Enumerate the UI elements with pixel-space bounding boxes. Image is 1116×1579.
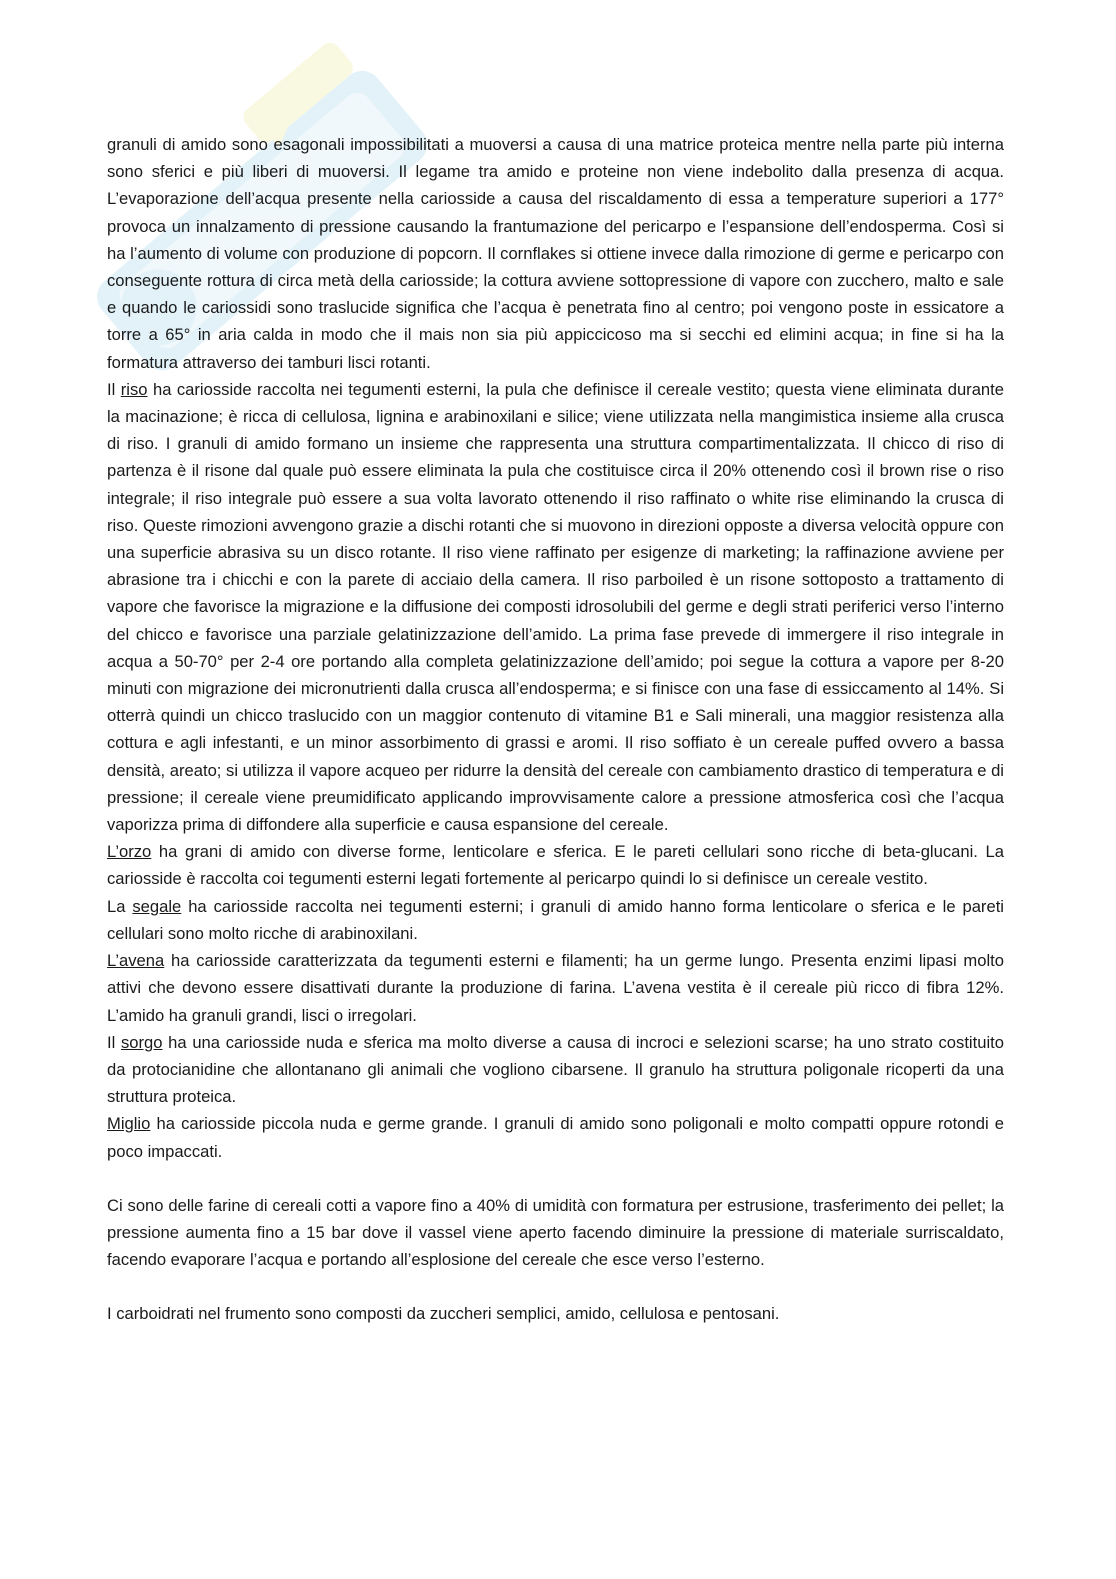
document-body (107, 131, 1004, 1328)
paragraph-avena: L’avena ha cariosside caratterizzata da tegumenti esterni e filamenti; ha un germe lungo. Presenta enzimi lipasi molto attivi che devono essere disattivati durante la produzione di farina. L’avena vestita è il cereale più ricco di fibra 12%. L’amido ha granuli grandi, lisci o irregolari. (107, 951, 1004, 1025)
paragraph-orzo: L’orzo ha grani di amido con diverse forme, lenticolare e sferica. E le pareti cellulari sono ricche di beta-glucani. La cariosside è raccolta coi tegumenti esterni legati fortemente al pericarpo quindi lo si definisce un cereale vestito. (107, 842, 1004, 889)
term-segale: segale (132, 896, 182, 916)
term-riso: riso (120, 379, 148, 399)
term-avena: L’avena (107, 951, 165, 971)
paragraph-riso: Il riso ha cariosside raccolta nei tegumenti esterni, la pula che definisce il cereale vestito; questa viene eliminata durante la macinazione; è ricca di cellulosa, lignina e arabinoxilani e silice; viene utilizzata nella mangimistica insieme alla crusca di riso. I granuli di amido formano un insieme che rappresenta una struttura compartimentalizzata. Il chicco di riso di partenza è il risone dal quale può essere eliminata la pula che costituisce circa il 20% ottenendo così il brown rise o riso integrale; il riso integrale può essere a sua volta lavorato ottenendo il riso raffinato o white rise eliminando la crusca di riso. Queste rimozioni avvengono grazie a dischi rotanti che si muovono in direzioni opposte a diversa velocità oppure con una superficie abrasiva su un disco rotante. Il riso viene raffinato per esigenze di marketing; la raffinazione avviene per abrasione tra i chicchi e con la parete di acciaio della camera. Il riso parboiled è un risone sottoposto a trattamento di vapore che favorisce la migrazione e la diffusione dei composti idrosolubili del germe e degli strati periferici verso l’interno del chicco e favorisce una parziale gelatinizzazione dell’amido. La prima fase prevede di immergere il riso integrale in acqua a 50-70° per 2-4 ore portando alla completa gelatinizzazione dell’amido; poi segue la cottura a vapore per 8-20 minuti con migrazione dei micronutrienti dalla crusca all’endosperma; e si finisce con una fase di essiccamento al 14%. Si otterrà quindi un chicco traslucido con un maggior contenuto di vitamine B1 e Sali minerali, una maggior resistenza alla cottura e agli infestanti, e un minor assorbimento di grassi e aromi. Il riso soffiato è un cereale puffed ovvero a bassa densità, areato; si utilizza il vapore acqueo per ridurre la densità del cereale con cambiamento drastico di temperatura e di pressione; il cereale viene preumidificato applicando improvvisamente calore a pressione atmosferica così che l’acqua vaporizza prima di diffondere alla superficie e causa espansione del cereale. (107, 379, 1004, 835)
term-sorgo: sorgo (120, 1032, 163, 1052)
term-orzo: L’orzo (107, 842, 152, 862)
paragraph-miglio: Miglio ha cariosside piccola nuda e germe grande. I granuli di amido sono poligonali e molto compatti oppure rotondi e poco impaccati. (107, 1114, 1004, 1161)
paragraph-sorgo: Il sorgo ha una cariosside nuda e sferica ma molto diverse a causa di incroci e selezioni scarse; ha uno strato costituito da protocianidine che allontanano gli animali che vogliono cibarsene. Il granulo ha struttura poligonale ricoperti da una struttura proteica. (107, 1032, 1004, 1107)
paragraph-popcorn-cornflakes: granuli di amido sono esagonali impossibilitati a muoversi a causa di una matrice proteica mentre nella parte più interna sono sferici e più liberi di muoversi. Il legame tra amido e proteine non viene indebolito dalla presenza di acqua. L’evaporazione dell’acqua presente nella cariosside a causa del riscaldamento di essa a temperature superiori a 177° provoca un innalzamento di pressione causando la frantumazione del pericarpo e l’espansione dell’endosperma. Così si ha l’aumento di volume con produzione di popcorn. Il cornflakes si ottiene invece dalla rimozione di germe e pericarpo con conseguente rottura di circa metà della cariosside; la cottura avviene sottopressione di vapore con zucchero, malto e sale e quando le cariossidi sono traslucide significa che l’acqua è penetrata fino al centro; poi vengono poste in essicatore a torre a 65° in aria calda in modo che il mais non sia più appiccicoso ma si secchi ed elimini acqua; in fine si ha la formatura attraverso dei tamburi lisci rotanti. (107, 135, 1004, 372)
term-miglio: Miglio (107, 1114, 151, 1134)
paragraph-segale: La segale ha cariosside raccolta nei tegumenti esterni; i granuli di amido hanno forma lenticolare o sferica e le pareti cellulari sono molto ricche di arabinoxilani. (107, 896, 1004, 943)
paragraph-farine-estrusione: Ci sono delle farine di cereali cotti a vapore fino a 40% di umidità con formatura per estrusione, trasferimento dei pellet; la pressione aumenta fino a 15 bar dove il vassel viene aperto facendo diminuire la pressione di materiale surriscaldato, facendo evaporare l’acqua e portando all’esplosione del cereale che esce verso l’esterno. (107, 1195, 1004, 1270)
paragraph-carboidrati-frumento: I carboidrati nel frumento sono composti da zuccheri semplici, amido, cellulosa e pentosani. (107, 1304, 780, 1324)
